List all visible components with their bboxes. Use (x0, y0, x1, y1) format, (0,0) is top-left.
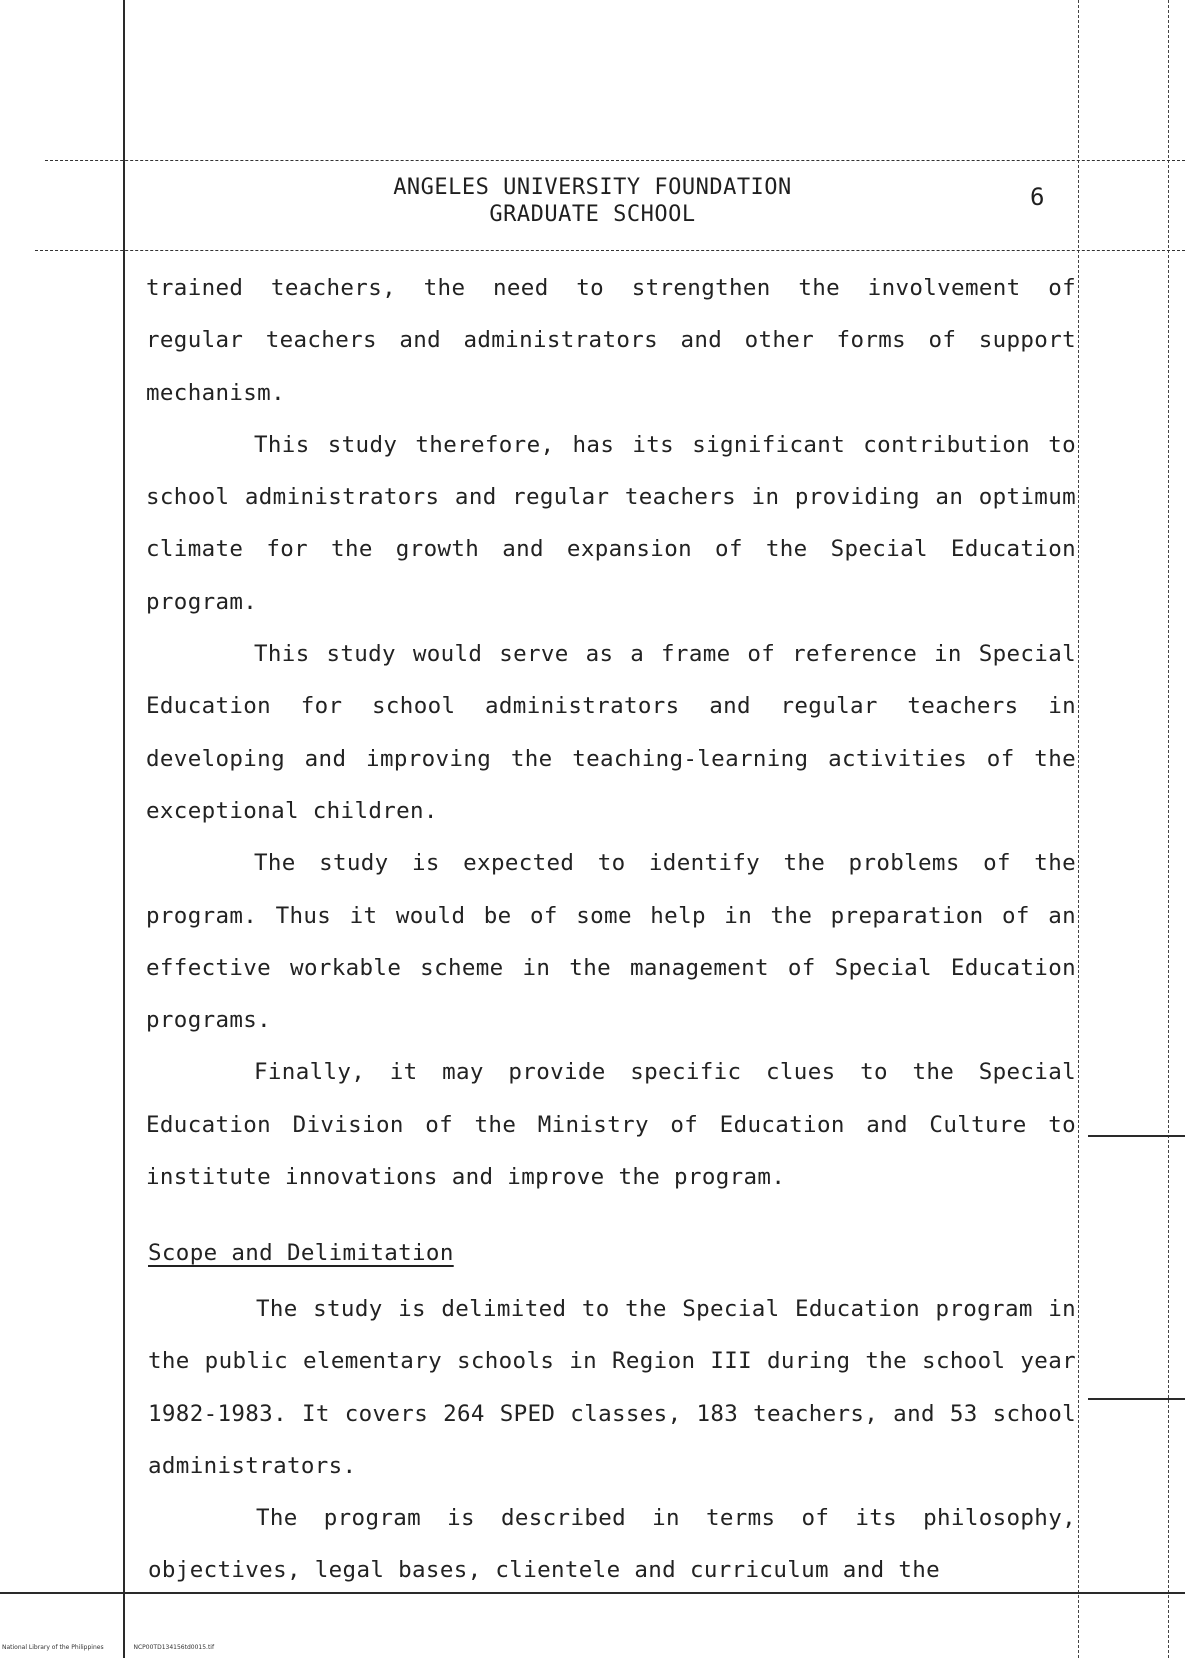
body-text (146, 262, 1076, 1203)
paragraph: This study would serve as a frame of reference in Special Education for school administrators and regular teachers in developing and improving the teaching-learning activities of the exceptional children. (146, 641, 1076, 824)
right-tab-mark-1 (1088, 1135, 1185, 1137)
header-bottom-line (35, 250, 1185, 251)
right-tab-mark-2 (1088, 1398, 1185, 1400)
section-heading: Scope and Delimitation (148, 1240, 454, 1266)
institution-name: ANGELES UNIVERSITY FOUNDATION (393, 175, 792, 200)
paragraph: The study is expected to identify the problems of the program. Thus it would be of some help in the preparation of an effective workable scheme in the management of Special Education programs. (146, 850, 1076, 1034)
paragraph: Finally, it may provide specific clues to the Special Education Division of the Ministry of Education and Culture to institute innovations and improve the program. (146, 1059, 1076, 1191)
far-right-edge-line (1168, 0, 1169, 1658)
paragraph: The program is described in terms of its philosophy, objectives, legal bases, clientele and curriculum and the (148, 1505, 1076, 1584)
section-body-text (148, 1283, 1076, 1597)
paragraph: trained teachers, the need to strengthen the involvement of regular teachers and administrators and other forms of support mechanism. (146, 275, 1076, 406)
left-margin-line (123, 0, 125, 1658)
school-name: GRADUATE SCHOOL (489, 202, 696, 227)
page-number: 6 (1030, 183, 1045, 211)
paragraph: This study therefore, has its significant contribution to school administrators and regular teachers in providing an optimum climate for the growth and expansion of the Special Education program. (146, 431, 1076, 615)
paragraph: The study is delimited to the Special Education program in the public elementary schools in Region III during the school year 1982-1983. It covers 264 SPED classes, 183 teachers, and 53 school administrators. (148, 1296, 1076, 1479)
header-top-line (45, 160, 1185, 161)
library-credit: National Library of the Philippines (2, 1644, 104, 1651)
file-code: NCP00TD134156td0015.tif (133, 1644, 215, 1651)
scan-footer (2, 1644, 242, 1651)
right-margin-line (1078, 0, 1079, 1658)
